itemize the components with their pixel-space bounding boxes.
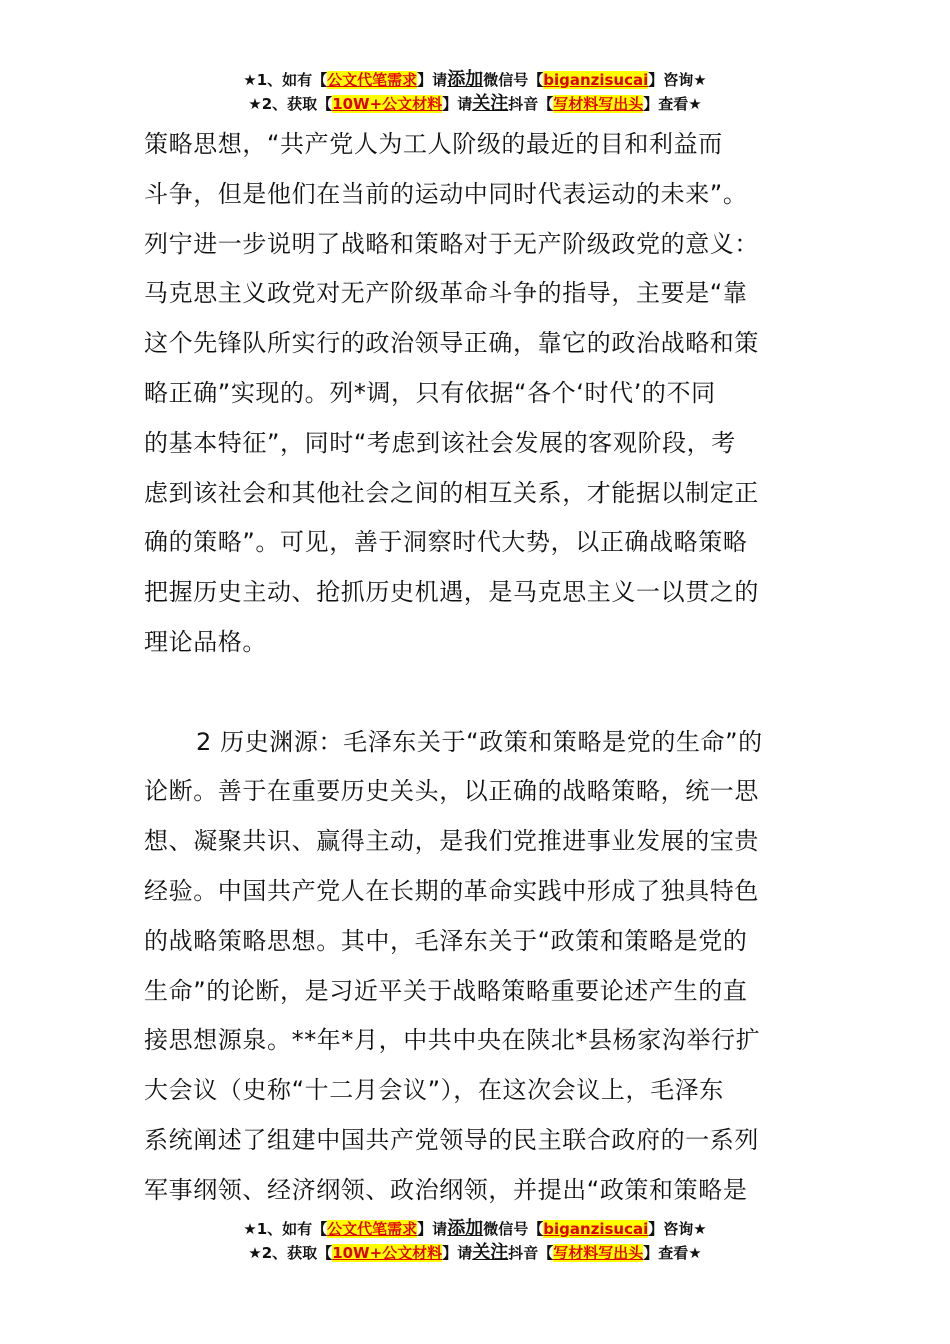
text-line: 把握历史主动、抢抓历史机遇，是马克思主义一以贯之的 [144, 578, 759, 607]
text-line: 虑到该社会和其他社会之间的相互关系，才能据以制定正 [144, 478, 759, 507]
banner-line-1 [0, 68, 950, 92]
paragraph-gap [144, 668, 814, 718]
emphasis: 添加 [447, 69, 484, 90]
banner-line-2 [0, 92, 950, 116]
text-line: 经验。中国共产党人在长期的革命实践中形成了独具特色 [144, 876, 759, 905]
text-line: 大会议（史称“十二月会议”），在这次会议上，毛泽东 [144, 1076, 724, 1105]
text-line: 2 历史渊源：毛泽东关于“政策和策略是党的生命”的 [196, 727, 763, 756]
text-line: 生命”的论断，是习近平关于战略策略重要论述产生的直 [144, 976, 748, 1005]
text: 】查看★ [643, 95, 702, 113]
text: 抖音【 [508, 95, 554, 113]
text: 】查看★ [643, 1244, 702, 1262]
footer-banner [0, 1217, 950, 1265]
text-line: 的战略策略思想。其中，毛泽东关于“政策和策略是党的 [144, 926, 748, 955]
text-line: 马克思主义政党对无产阶级革命斗争的指导，主要是“靠 [144, 279, 748, 308]
emphasis: 关注 [472, 93, 509, 114]
banner-line-1 [0, 1217, 950, 1241]
text-line: 军事纲领、经济纲领、政治纲领，并提出“政策和策略是 [144, 1175, 748, 1204]
text-line: 论断。善于在重要历史关头，以正确的战略策略，统一思 [144, 777, 759, 806]
text: ★1、如有【 [243, 71, 328, 89]
highlight: 10W+公文材料 [332, 95, 443, 113]
text-line: 理论品格。 [144, 627, 267, 656]
highlight: 写材料写出头 [553, 1244, 644, 1262]
text: 】咨询★ [648, 1220, 707, 1238]
text: 抖音【 [508, 1244, 554, 1262]
emphasis: 添加 [447, 1218, 484, 1239]
text: 】请 [417, 71, 448, 89]
text-line: 这个先锋队所实行的政治领导正确，靠它的政治战略和策 [144, 329, 759, 358]
text: ★1、如有【 [243, 1220, 328, 1238]
text: 】请 [442, 95, 473, 113]
text-line: 确的策略”。可见，善于洞察时代大势，以正确战略策略 [144, 528, 748, 557]
text-line: 系统阐述了组建中国共产党领导的民主联合政府的一系列 [144, 1125, 759, 1154]
highlight: biganzisucai [543, 71, 649, 89]
text: 】咨询★ [648, 71, 707, 89]
paragraph-2 [144, 718, 814, 1216]
text-line: 接思想源泉。**年*月，中共中央在陕北*县杨家沟举行扩 [144, 1026, 761, 1055]
document-body [144, 120, 814, 1216]
text: 】请 [442, 1244, 473, 1262]
text: 微信号【 [483, 1220, 544, 1238]
header-banner [0, 68, 950, 116]
text-line: 想、凝聚共识、赢得主动，是我们党推进事业发展的宝贵 [144, 827, 759, 856]
highlight: biganzisucai [543, 1220, 649, 1238]
paragraph-1 [144, 120, 814, 668]
text-line: 列宁进一步说明了战略和策略对于无产阶级政党的意义： [144, 229, 759, 258]
text-line: 略正确”实现的。列*调，只有依据“各个‘时代’的不同 [144, 378, 716, 407]
text: ★2、获取【 [248, 95, 333, 113]
highlight: 10W+公文材料 [332, 1244, 443, 1262]
text: 】请 [417, 1220, 448, 1238]
text-line: 策略思想，“共产党人为工人阶级的最近的目和利益而 [144, 130, 723, 158]
highlight: 公文代笔需求 [327, 1220, 418, 1238]
highlight: 写材料写出头 [553, 95, 644, 113]
banner-line-2 [0, 1241, 950, 1265]
text-line: 的基本特征”，同时“考虑到该社会发展的客观阶段，考 [144, 428, 736, 457]
emphasis: 关注 [472, 1242, 509, 1263]
text-line: 斗争，但是他们在当前的运动中同时代表运动的未来”。 [144, 179, 748, 208]
highlight: 公文代笔需求 [327, 71, 418, 89]
text: 微信号【 [483, 71, 544, 89]
text: ★2、获取【 [248, 1244, 333, 1262]
